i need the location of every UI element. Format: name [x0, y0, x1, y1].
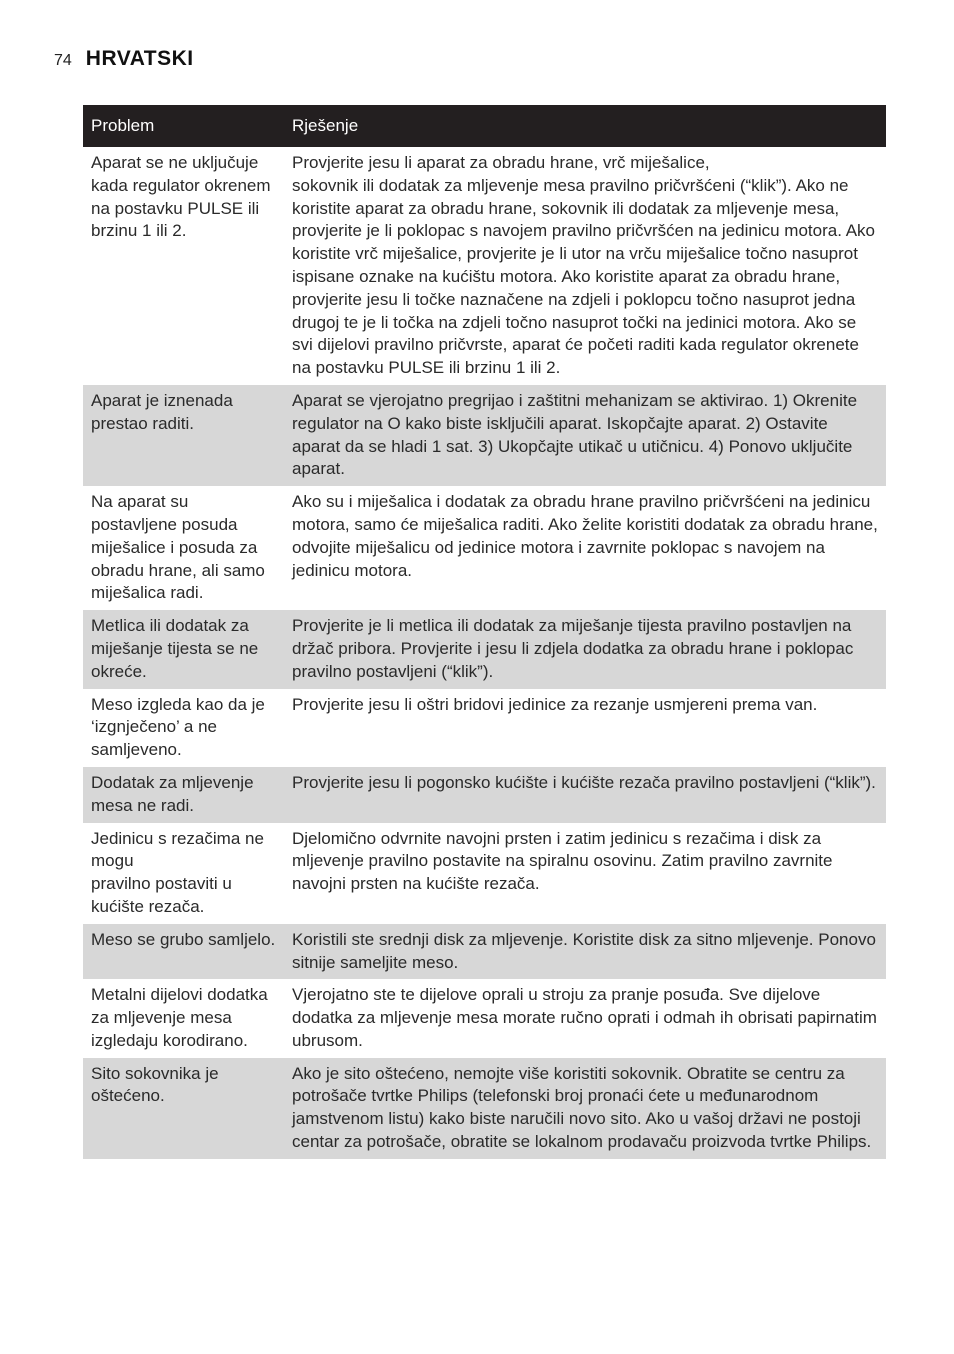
page-language-heading: HRVATSKI: [85, 47, 194, 70]
table-row: [83, 1058, 886, 1159]
page-header: [54, 47, 194, 71]
table-row: [83, 924, 886, 980]
problem-cell: Aparat je iznenada prestao raditi.: [83, 385, 284, 486]
solution-cell: Provjerite jesu li pogonsko kućište i kućište rezača pravilno postavljeni (“klik”).: [284, 767, 886, 823]
table-row: [83, 979, 886, 1057]
solution-cell: Vjerojatno ste te dijelove oprali u stroju za pranje posuđa. Sve dijelove dodatka za mljevenje mesa morate ručno oprati i odmah ih obrisati papirnatim ubrusom.: [292, 985, 877, 1050]
problem-cell: Meso se grubo samljelo.: [83, 924, 284, 980]
troubleshooting-table: [83, 105, 886, 1159]
table-row: [83, 767, 886, 823]
table-header-row: [83, 105, 886, 147]
problem-cell: Sito sokovnika je oštećeno.: [83, 1058, 284, 1159]
problem-cell: Jedinicu s rezačima ne mogu pravilno postaviti u kućište rezača.: [91, 828, 264, 916]
solution-cell: Ako su i miješalica i dodatak za obradu hrane pravilno pričvršćeni na jedinicu motora, samo će miješalica raditi. Ako želite koristiti dodatak za obradu hrane, odvojite miješalicu od jedinice motora i zavrnite poklopac s navojem na jedinicu motora.: [292, 492, 878, 580]
solution-cell: Ako je sito oštećeno, nemojte više koristiti sokovnik. Obratite se centru za potrošače tvrtke Philips (telefonski broj pronaći ćete u međunarodnom jamstvenom listu) kako biste naručili novo sito. Ako u vašoj državi ne postoji centar za potrošače, obratite se lokalnom prodavaču proizvoda tvrtke Philips.: [284, 1058, 886, 1159]
table-row: [83, 689, 886, 767]
column-header-problem: Problem: [83, 105, 284, 147]
problem-cell: Aparat se ne uključuje kada regulator okrenem na postavku PULSE ili brzinu 1 ili 2.: [91, 153, 271, 241]
page-number: 74: [54, 52, 72, 69]
problem-cell: Metlica ili dodatak za miješanje tijesta se ne okreće.: [83, 610, 284, 688]
solution-cell: Provjerite je li metlica ili dodatak za miješanje tijesta pravilno postavljen na držač pribora. Provjerite i jesu li zdjela dodatka za obradu hrane i poklopac pravilno postavljeni (“klik”).: [284, 610, 886, 688]
table-row: [83, 147, 886, 385]
table-row: [83, 486, 886, 610]
problem-cell: Dodatak za mljevenje mesa ne radi.: [83, 767, 284, 823]
problem-cell: Metalni dijelovi dodatka za mljevenje mesa izgledaju korodirano.: [91, 985, 268, 1050]
solution-cell: Koristili ste srednji disk za mljevenje. Koristite disk za sitno mljevenje. Ponovo sitnije sameljite meso.: [284, 924, 886, 980]
table-row: [83, 823, 886, 924]
column-header-solution: Rješenje: [284, 105, 886, 147]
problem-cell: Meso izgleda kao da je ‘izgnječeno’ a ne samljeveno.: [91, 694, 265, 760]
solution-cell: Provjerite jesu li aparat za obradu hrane, vrč miješalice, sokovnik ili dodatak za mljevenje mesa pravilno pričvršćeni (“klik”). Ako ne koristite aparat za obradu hrane, sokovnik ili dodatak za mljevenje mesa, provjerite je li poklopac s navojem pravilno pričvršćen na jedinicu motora. Ako koristite vrč miješalice, provjerite je li utor na vrču miješalice točno nasuprot ispisane oznake na kućištu motora. Ako koristite aparat za obradu hrane, provjerite jesu li točke naznačene na zdjeli i poklopcu točno nasuprot jedna drugoj te je li točka na zdjeli točno nasuprot točki na jedinici motora. Ako se svi dijelovi pravilno pričvrste, aparat će početi raditi kada regulator okrenete na postavku PULSE ili brzinu 1 ili 2.: [292, 153, 876, 378]
table-row: [83, 610, 886, 688]
solution-cell: Provjerite jesu li oštri bridovi jedinice za rezanje usmjereni prema van.: [292, 694, 818, 714]
solution-cell: Aparat se vjerojatno pregrijao i zaštitni mehanizam se aktivirao. 1) Okrenite regulator na O kako biste isključili aparat. Iskopčajte aparat. 2) Ostavite aparat da se hladi 1 sat. 3) Ukopčajte utikač u utičnicu. 4) Ponovo uključite aparat.: [284, 385, 886, 486]
table-row: [83, 385, 886, 486]
solution-cell: Djelomično odvrnite navojni prsten i zatim jedinicu s rezačima i disk za mljevenje pravilno postavite na spiralnu osovinu. Zatim pravilno zavrnite navojni prsten na kućište rezača.: [292, 828, 833, 894]
problem-cell: Na aparat su postavljene posuda miješalice i posuda za obradu hrane, ali samo miješalica radi.: [91, 492, 265, 603]
